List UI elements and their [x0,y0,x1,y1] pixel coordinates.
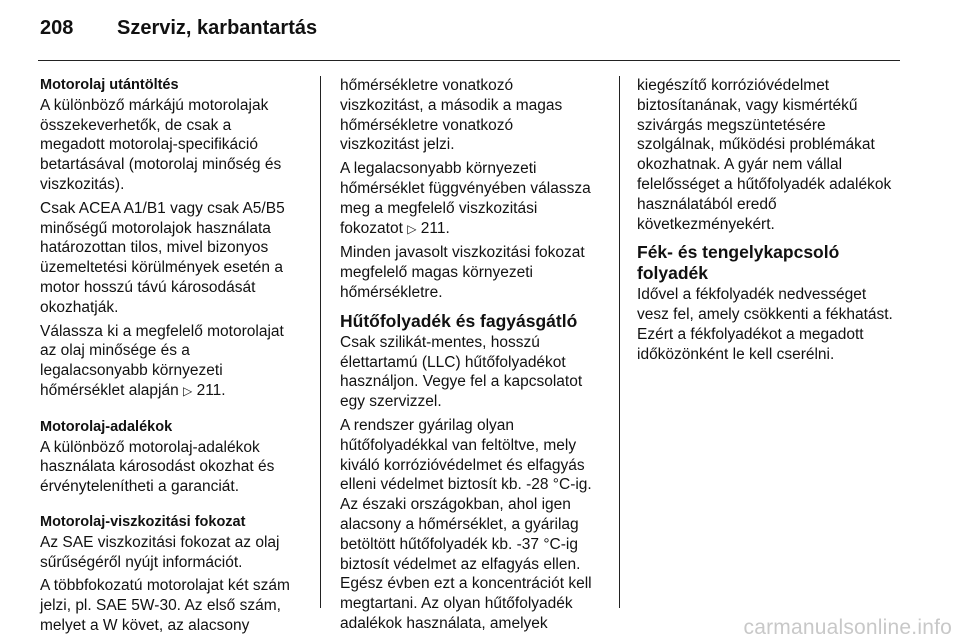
column-2 [340,76,604,638]
text-line: hőmérséklet függvényében válassza [340,179,591,197]
paragraph [40,438,304,497]
page-title: Szerviz, karbantartás [117,17,318,39]
text-line: okozhatnak. A gyár nem vállal [637,156,843,174]
text-line: Az északi országokban, ahol igen [340,496,571,514]
paragraph [340,333,604,412]
text-line: alacsony a hőmérséklet, a gyárilag [340,515,579,533]
watermark: carmanualsonline.info [743,616,952,639]
text-line: érvénytelenítheti a garanciát. [40,478,240,496]
text-line: hűtőfolyadékkal van feltöltve, mely [340,436,577,454]
text-line: Egész évben ezt a koncentrációt kell [340,575,592,593]
text-line: felelősséget a hűtőfolyadék adalékok [637,175,892,193]
section-title-line: Fék- és tengelykapcsoló [637,242,840,263]
paragraph [40,576,304,635]
section-title [637,242,909,284]
text-line: Csak ACEA A1/B1 vagy csak A5/B5 [40,199,285,217]
text-line: használata károsodást okozhat és [40,458,275,476]
text-line: összekeverhetők, de csak a [40,116,232,134]
text-line: sűrűségéről nyújt információt. [40,553,243,571]
section-heading: Motorolaj-adalékok [40,418,173,435]
text-line: betöltött hűtőfolyadék kb. -37 °C-ig [340,535,578,553]
text-line: melyet a W követ, az alacsony [40,616,250,634]
paragraph [340,159,604,239]
paragraph [637,285,909,364]
paragraph [340,76,604,155]
text-line: kiváló korrózióvédelmet és elfagyás [340,456,585,474]
text-line: megadott motorolaj-specifikáció [40,136,258,154]
text-line: elleni védelmet biztosít kb. -28 °C-ig. [340,476,592,494]
text-line: minőségű motorolajok használata [40,219,271,237]
text-line: használjon. Vegye fel a kapcsolatot [340,373,583,391]
paragraph [40,96,304,195]
text-line: hőmérsékletre vonatkozó [340,77,514,94]
text-line: kiegészítő korrózióvédelmet [637,77,830,94]
section-heading: Motorolaj utántöltés [40,77,179,93]
text-line: Idővel a fékfolyadék nedvességet [637,286,867,304]
text-line: szivárgás megszüntetésére [637,116,826,134]
text-line: megfelelő magas környezeti [340,264,533,282]
text-line: az olaj minősége és a [40,342,190,360]
column-1 [40,76,304,640]
text-line: határozottan tilos, mivel bizonyos [40,239,269,257]
page-reference-arrow-icon: ▷ [407,221,417,236]
text-line: A többfokozatú motorolajat két szám [40,577,290,595]
text-line: biztosítanának, vagy kismértékű [637,96,858,114]
text-line: szolgálnak, működési problémákat [637,136,875,154]
header-rule [38,60,900,61]
ref-text: fokozatot [340,219,403,237]
ref-text: hőmérséklet alapján [40,381,179,399]
text-line: vesz fel, amely csökkenti a fékhatást. [637,306,893,324]
section-title: Hűtőfolyadék és fagyásgátló [340,310,578,331]
text-line: meg a megfelelő viszkozitási [340,199,538,217]
paragraph [40,322,304,402]
text-line: A legalacsonyabb környezeti [340,160,537,178]
page-reference-link[interactable]: 211. [420,219,450,237]
column-3 [637,76,909,369]
text-line: Az SAE viszkozitási fokozat az olaj [40,533,280,551]
text-line: motor hosszú távú károsodását [40,278,256,296]
text-line: A különböző motorolaj-adalékok [40,438,260,456]
paragraph [340,243,604,302]
text-line: hőmérsékletre vonatkozó [340,116,514,134]
text-line: legalacsonyabb környezeti [40,362,223,380]
text-line: hőmérsékletre. [340,283,443,301]
text-line: jelzi, pl. SAE 5W-30. Az első szám, [40,597,281,615]
text-line: üzemeltetési körülmények esetén a [40,259,283,277]
text-line: élettartamú (LLC) hűtőfolyadékot [340,353,566,371]
text-line: Minden javasolt viszkozitási fokozat [340,244,585,262]
page-number: 208 [40,17,74,39]
text-line: Ezért a fékfolyadékot a megadott [637,325,864,343]
paragraph [637,76,909,234]
paragraph-lines [340,159,604,218]
column-divider-1 [320,76,321,608]
text-line: viszkozitást jelzi. [340,136,455,154]
text-line: megtartani. Az olyan hűtőfolyadék [340,595,573,613]
page-reference-arrow-icon: ▷ [183,383,193,398]
paragraph [340,416,604,634]
paragraph [40,199,304,318]
text-line: viszkozitást, a második a magas [340,96,563,114]
text-line: A különböző márkájú motorolajak [40,96,269,114]
text-line: időközönként le kell cserélni. [637,345,835,363]
text-line: viszkozitás). [40,175,125,193]
column-divider-2 [619,76,620,608]
text-line: Csak szilikát-mentes, hosszú [340,333,540,351]
text-line: biztosít védelmet az elfagyás ellen. [340,555,581,573]
section-title-line: folyadék [637,263,708,284]
text-line: A rendszer gyárilag olyan [340,416,515,434]
text-line: következményekért. [637,215,775,233]
paragraph [40,533,304,573]
text-line: Válassza ki a megfelelő motorolajat [40,322,284,340]
paragraph-lines [40,322,304,381]
text-line: okozhatják. [40,298,119,316]
text-line: egy szervizzel. [340,393,442,411]
section-heading: Motorolaj-viszkozitási fokozat [40,513,246,530]
text-line: adalékok használata, amelyek [340,614,548,632]
text-line: használatából eredő [637,195,777,213]
page-reference-link[interactable]: 211. [196,381,226,399]
text-line: betartásával (motorolaj minőség és [40,156,282,174]
